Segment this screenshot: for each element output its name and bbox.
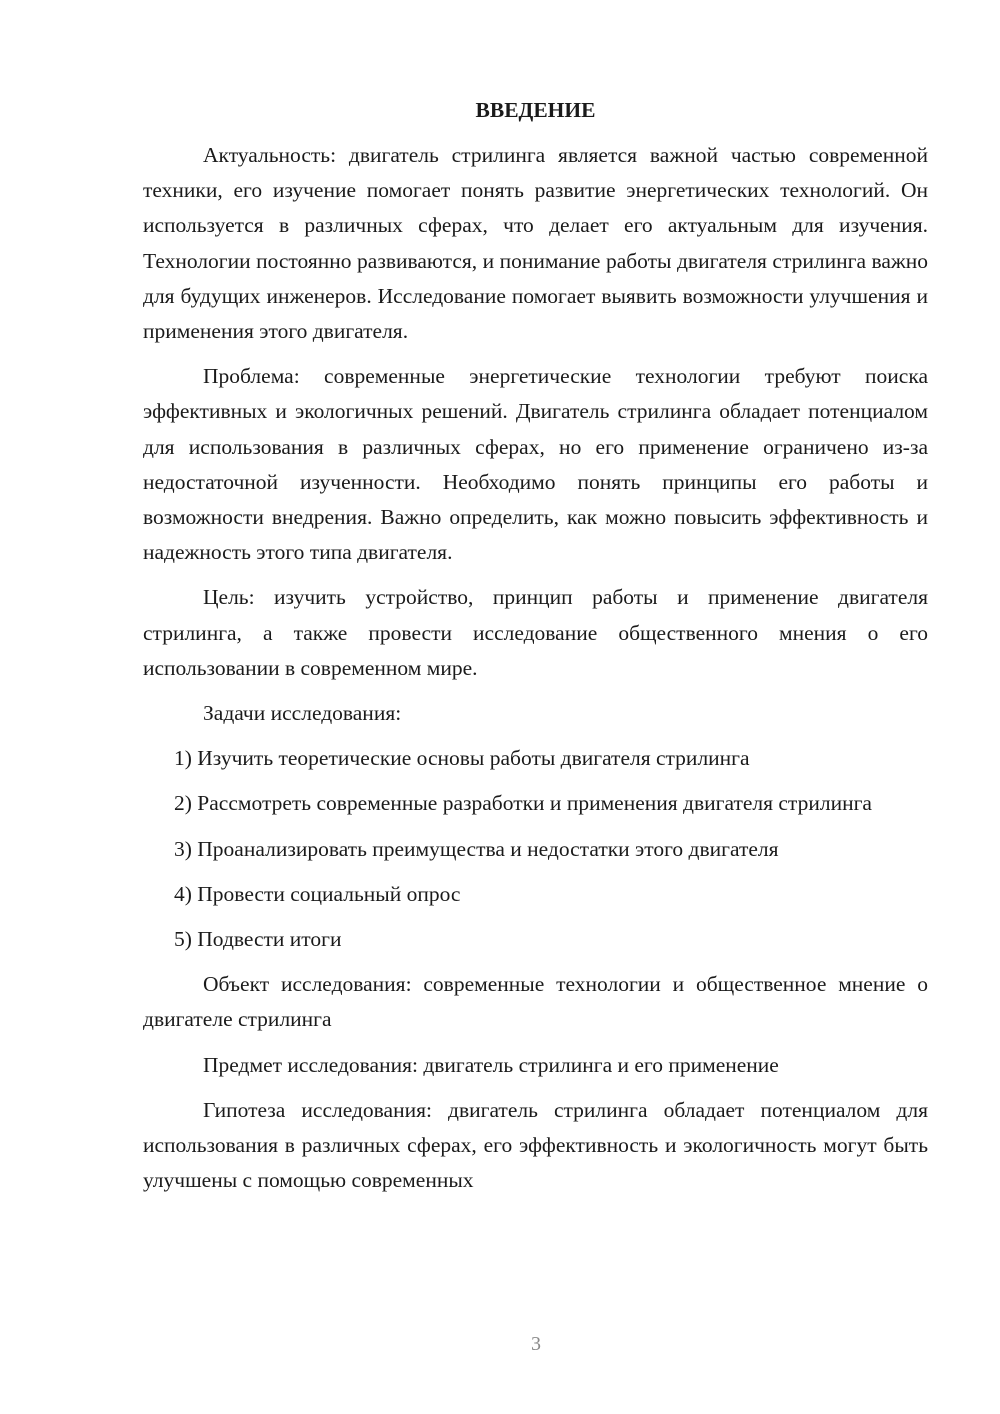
paragraph-goal: Цель: изучить устройство, принцип работы и применение двигателя стрилинга, а также провести исследование общественного мнения о его использовании в современном мире. — [143, 585, 928, 680]
section-title: ВВЕДЕНИЕ — [475, 98, 596, 122]
task-item-2: 2) Рассмотреть современные разработки и применения двигателя стрилинга — [174, 791, 872, 816]
paragraph-subject: Предмет исследования: двигатель стрилинга и его применение — [203, 1052, 779, 1077]
paragraph-tasks-heading: Задачи исследования: — [203, 701, 402, 726]
paragraph-relevance: Актуальность: двигатель стрилинга является важной частью современной техники, его изучение помогает понять развитие энергетических технологий. Он используется в различных сферах, что делает его актуальным для изучения. Технологии постоянно развиваются, и понимание работы двигателя стрилинга важно для будущих инженеров. Исследование помогает выявить возможности улучшения и применения этого двигателя. — [143, 143, 928, 344]
paragraph-problem: Проблема: современные энергетические технологии требуют поиска эффективных и экологичных решений. Двигатель стрилинга обладает потенциалом для использования в различных сферах, но его применение ограничено из-за недостаточной изученности. Необходимо понять принципы его работы и возможности внедрения. Важно определить, как можно повысить эффективность и надежность этого типа двигателя. — [143, 364, 928, 565]
page-content — [143, 92, 928, 1208]
task-item-3: 3) Проанализировать преимущества и недостатки этого двигателя — [174, 836, 779, 861]
task-item-1: 1) Изучить теоретические основы работы двигателя стрилинга — [174, 746, 750, 771]
task-item-4: 4) Провести социальный опрос — [174, 881, 461, 906]
paragraph-hypothesis: Гипотеза исследования: двигатель стрилинга обладает потенциалом для использования в различных сферах, его эффективность и экологичность могут быть улучшены с помощью современных — [143, 1097, 928, 1193]
page-number: 3 — [531, 1333, 541, 1355]
paragraph-object: Объект исследования: современные технологии и общественное мнение о двигателе стрилинга — [143, 972, 928, 1032]
task-item-5: 5) Подвести итоги — [174, 927, 342, 952]
